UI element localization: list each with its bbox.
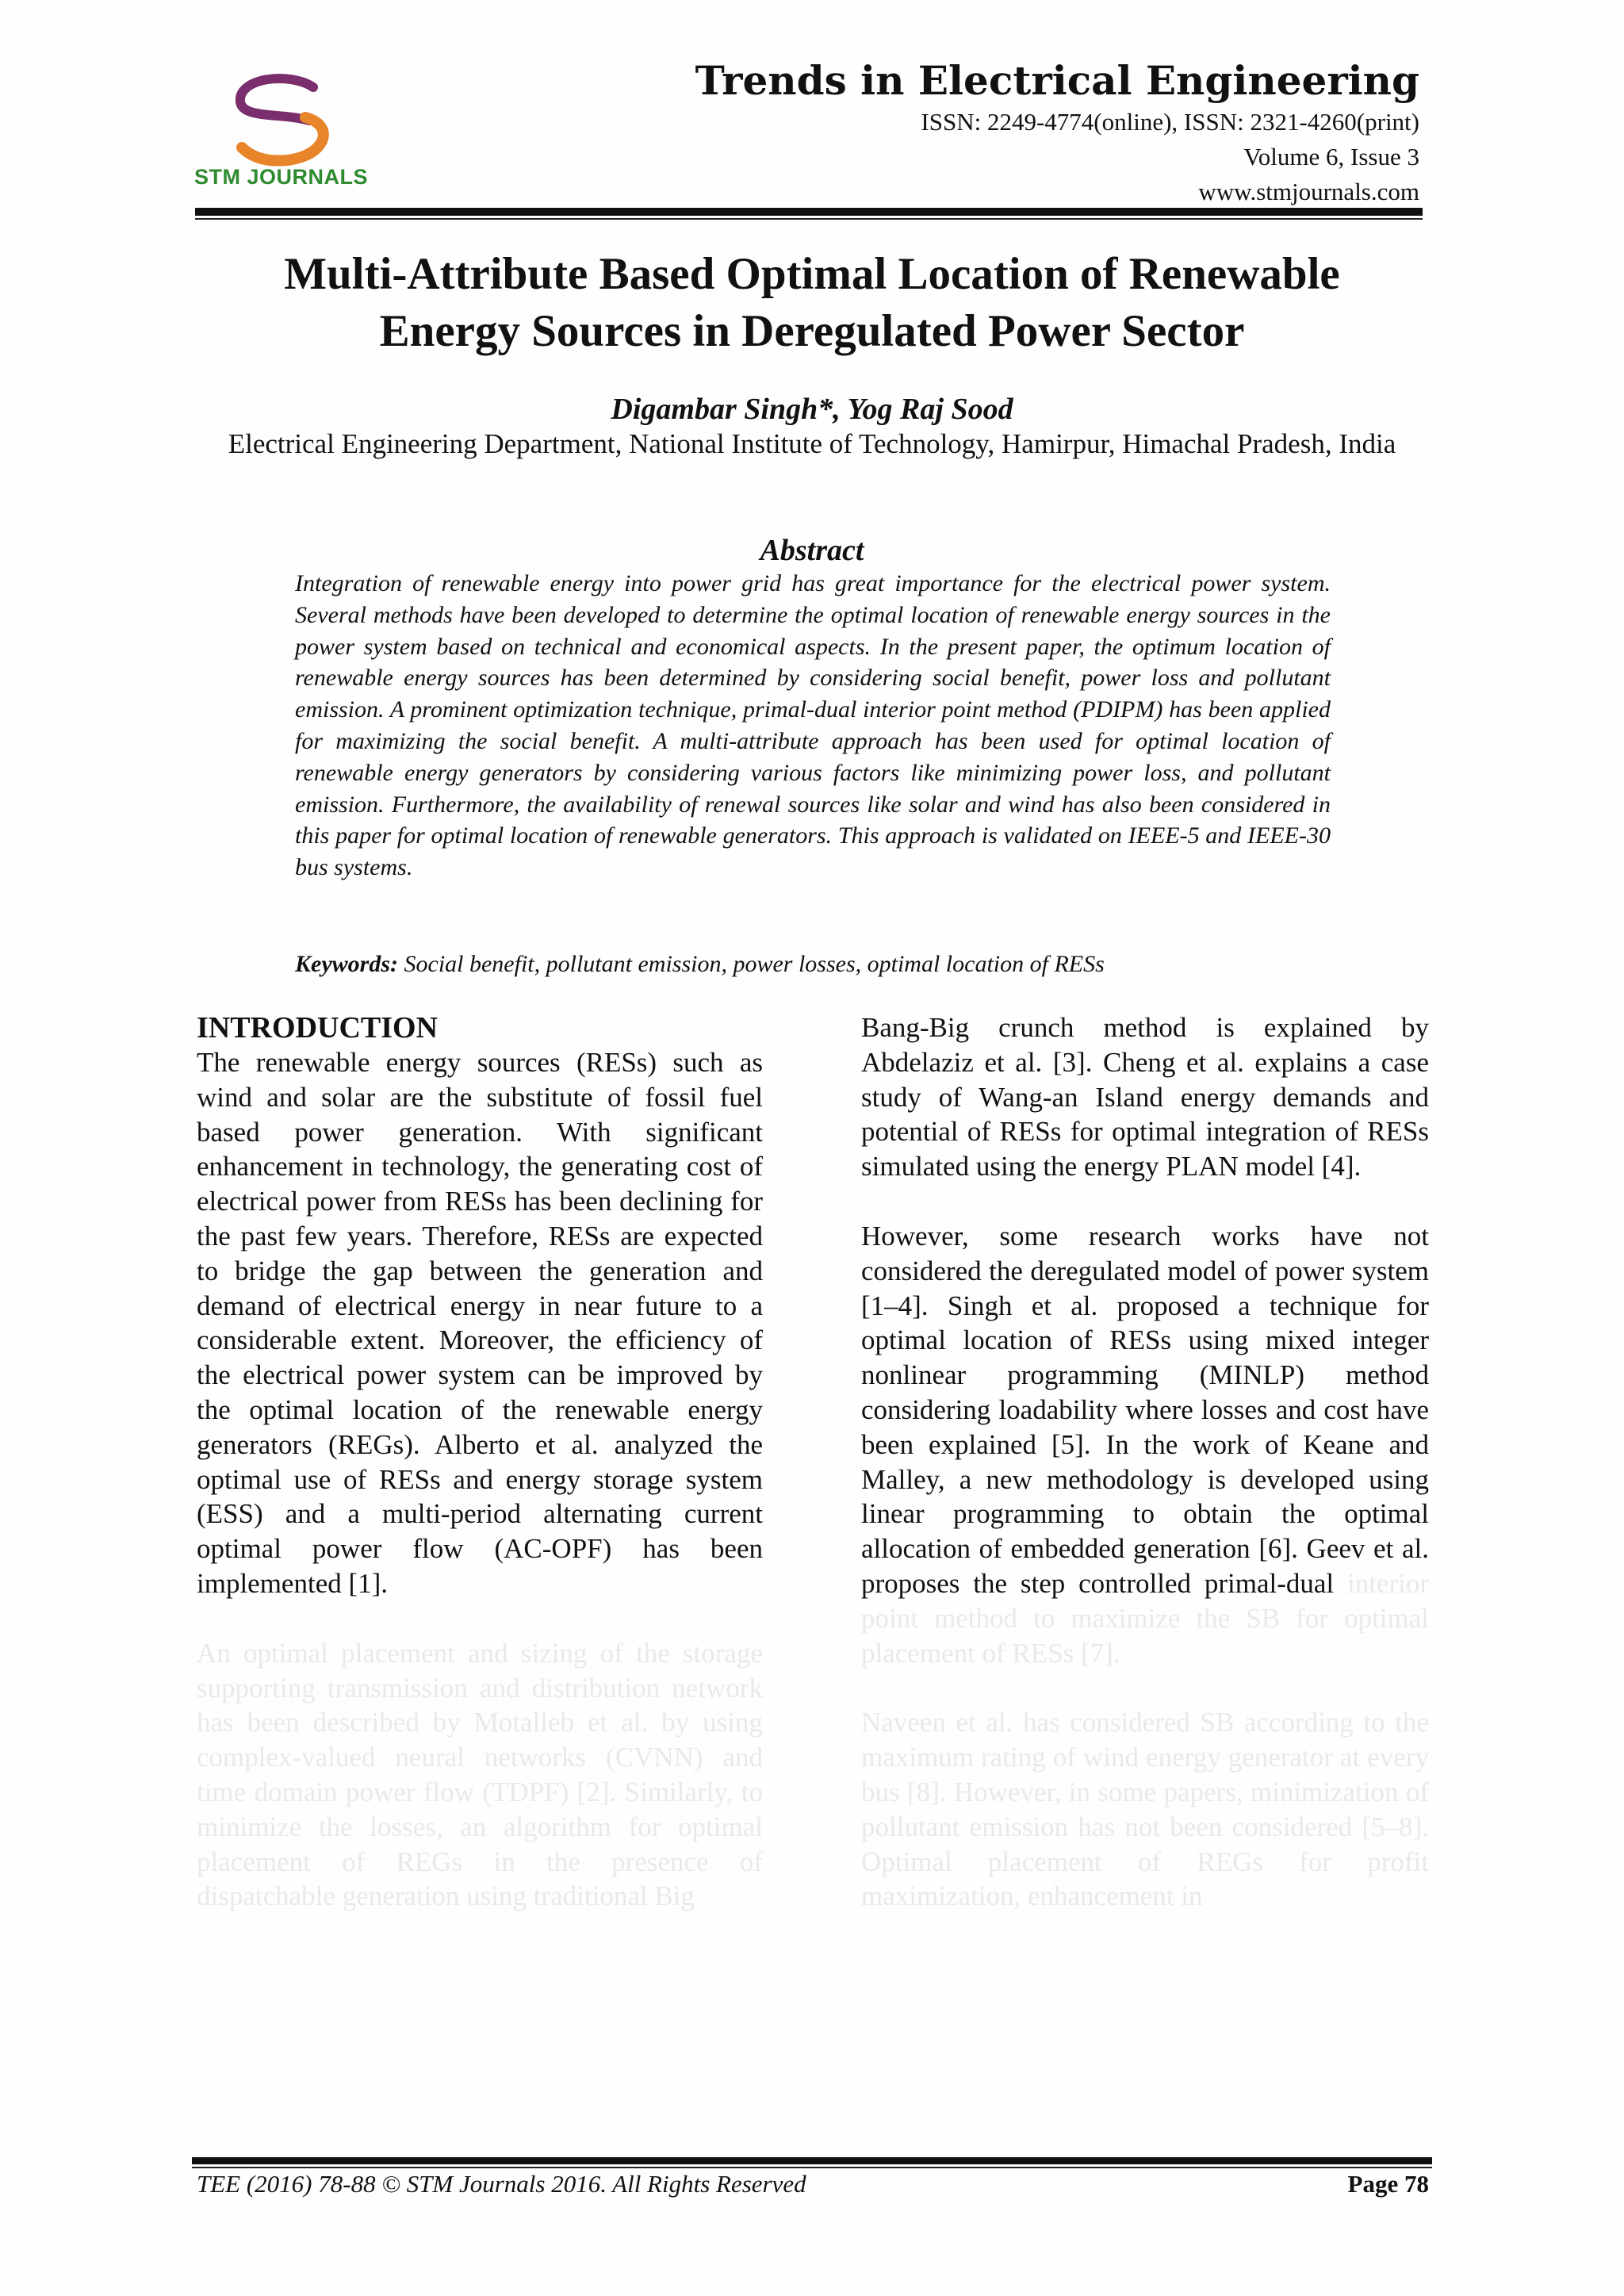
journal-header xyxy=(695,57,1419,209)
paper-title-line-1: Multi-Attribute Based Optimal Location of Renewable xyxy=(284,249,1340,299)
keywords-text: Social benefit, pollutant emission, power losses, optimal location of RESs xyxy=(404,951,1105,977)
page-number: Page 78 xyxy=(1347,2170,1429,2198)
abstract-heading: Abstract xyxy=(760,534,864,567)
right-paragraph-2 xyxy=(861,1219,1429,1670)
introduction-heading: INTRODUCTION xyxy=(197,1011,439,1045)
intro-paragraph-1: The renewable energy sources (RESs) such as wind and solar are the substitute of fossil fuel based power generation. With significant enhancement in technology, the generating cost of electrical power from RESs has been declining for the past few years. Therefore, RESs are expected to bridge the gap between the generation and demand of electrical energy in near future to a considerable extent. Moreover, the efficiency of the electrical power system can be improved by the optimal location of the renewable energy generators (REGs). Alberto et al. analyzed the optimal use of RESs and energy storage system (ESS) and a multi-period alternating current optimal power flow (AC-OPF) has been implemented [1]. xyxy=(197,1047,763,1599)
journal-website: www.stmjournals.com xyxy=(1198,178,1419,205)
right-paragraph-1: Bang-Big crunch method is explained by Abdelaziz et al. [3]. Cheng et al. explains a case study of Wang-an Island energy demands and potential of RESs for optimal integration of RESs simulated using the energy PLAN model [4]. xyxy=(861,1012,1429,1182)
right-paragraph-2-text: However, some research works have not considered the deregulated model of power system [1–4]. Singh et al. proposed a technique for optimal location of RESs using mixed integer nonlinear programming (MINLP) method considering loadability where losses and cost have been explained [5]. In the work of Keane and Malley, a new methodology is developed using linear programming to obtain the optimal allocation of embedded generation [6]. Geev et al. proposes the step controlled primal-dual xyxy=(861,1220,1429,1599)
keywords-label: Keywords: xyxy=(295,951,398,977)
footer-copyright: TEE (2016) 78-88 © STM Journals 2016. All Rights Reserved xyxy=(197,2170,806,2198)
keywords xyxy=(295,949,1331,980)
affiliation: Electrical Engineering Department, National Institute of Technology, Hamirpur, Himachal Pradesh, India xyxy=(228,428,1396,459)
right-column xyxy=(861,1010,1429,1914)
logo-text: STM JOURNALS xyxy=(194,165,369,189)
volume-issue: Volume 6, Issue 3 xyxy=(1243,143,1419,171)
left-column xyxy=(197,1010,763,1914)
abstract-text: Integration of renewable energy into power grid has great importance for the electrical power system. Several methods have been developed to determine the optimal location of renewable energy sources in the power system based on technical and economical aspects. In the present paper, the optimum location of renewable energy sources has been determined by considering social benefit, power loss and pollutant emission. A prominent optimization technique, primal-dual interior point method (PDIPM) has been applied for maximizing the social benefit. A multi-attribute approach has been used for optimal location of renewable energy generators by considering various factors like minimizing power loss, and pollutant emission. Furthermore, the availability of renewal sources like solar and wind has also been considered in this paper for optimal location of renewable generators. This approach is validated on IEEE-5 and IEEE-30 bus systems. xyxy=(295,570,1331,881)
intro-paragraph-2-faded: An optimal placement and sizing of the storage supporting transmission and distribution network has been described by Motalleb et al. by using complex-valued neural networks (CVNN) and time domain power flow (TDPF) [2]. Similarly, to minimize the losses, an algorithm for optimal placement of REGs in the presence of dispatchable generation using traditional Big xyxy=(197,1637,763,1912)
paper-title-line-2: Energy Sources in Deregulated Power Sector xyxy=(379,306,1245,356)
stm-logo-icon xyxy=(194,71,377,167)
authors: Digambar Singh*, Yog Raj Sood xyxy=(611,393,1013,426)
paper-title xyxy=(143,246,1481,360)
right-paragraph-3-faded: Naveen et al. has considered SB according to the maximum rating of wind energy generator at every bus [8]. However, in some papers, minimization of pollutant emission has not been considered [5–8]. Optimal placement of REGs for profit maximization, enhancement in xyxy=(861,1707,1429,1912)
header-rule xyxy=(195,208,1423,216)
journal-title: Trends in Electrical Engineering xyxy=(695,57,1419,104)
header-rule-thin xyxy=(195,218,1423,220)
footer-rule xyxy=(192,2157,1432,2164)
right-paragraph-2-faded: interior point method to maximize the SB for optimal placement of RESs [7]. xyxy=(861,1567,1429,1669)
stm-journals-logo xyxy=(194,71,377,198)
issn: ISSN: 2249-4774(online), ISSN: 2321-4260(print) xyxy=(921,108,1419,136)
